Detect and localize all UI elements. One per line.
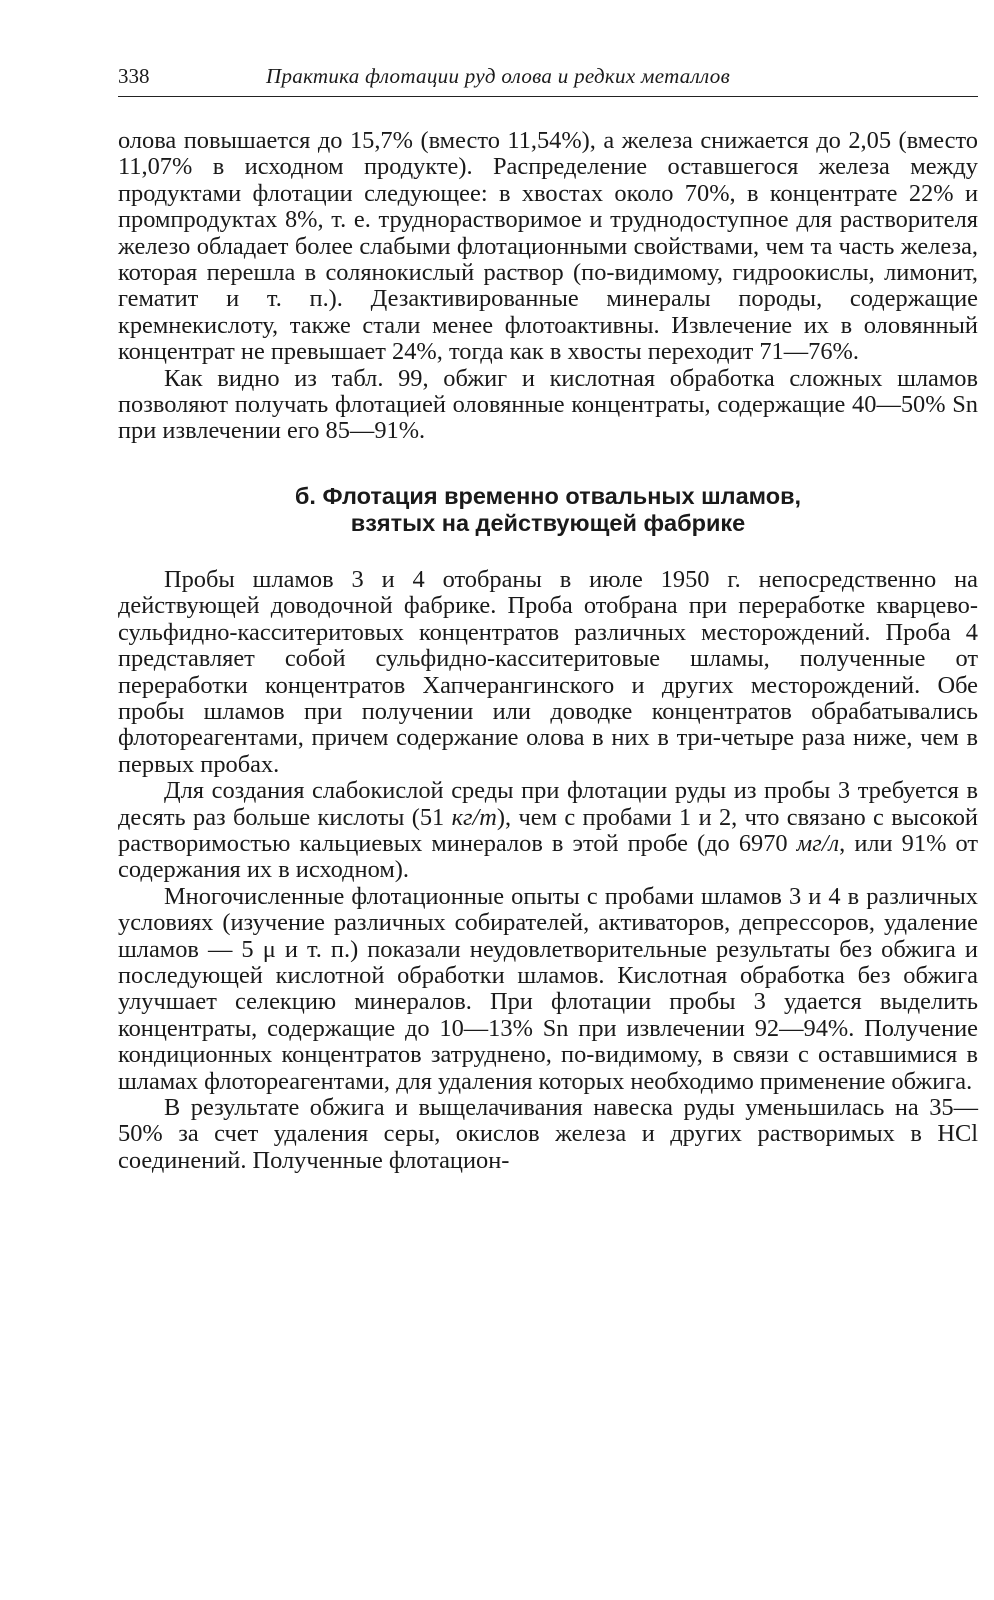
page-header — [118, 62, 978, 97]
unit-text: кг/т — [451, 803, 497, 831]
page-body — [118, 128, 978, 1174]
paragraph: В результате обжига и выщелачивания навеска руды уменьшилась на 35—50% за счет удаления серы, окислов железа и других растворимых в HCl соединений. Полученные флотацион- — [118, 1094, 978, 1174]
unit-text: мг/л — [796, 829, 840, 857]
section-heading-line: взятых на действующей фабрике — [350, 509, 746, 536]
text-run: Для создания слабокислой среды при флотации руды из пробы 3 требуется в десять раз больше кислоты (51 — [118, 777, 978, 831]
section-heading — [118, 483, 978, 537]
running-title: Практика флотации руд олова и редких металлов — [266, 64, 730, 88]
paragraph: Как видно из табл. 99, обжиг и кислотная обработка сложных шламов позволяют получать флотацией оловянные концентраты, содержащие 40—50% Sn при извлечении его 85—91%. — [118, 364, 978, 445]
page-number: 338 — [118, 64, 150, 88]
section-heading-line: б. Флотация временно отвальных шламов, — [294, 482, 802, 509]
paragraph: Многочисленные флотационные опыты с пробами шламов 3 и 4 в различных условиях (изучение различных собирателей, активаторов, депрессоров, удаление шламов — 5 μ и т. п.) показали неудовлетворительные результаты без обжига и последующей кислотной обработки шламов. Кислотная обработка без обжига улучшает селекцию минералов. При флотации пробы 3 удается выделить концентраты, содержащие до 10—13% Sn при извлечении 92—94%. Получение кондиционных концентратов затруднено, по-видимому, в связи с оставшимися в шламах флотореагентами, для удаления которых необходимо применение обжига. — [118, 882, 978, 1095]
paragraph — [118, 778, 978, 884]
paragraph: Пробы шламов 3 и 4 отобраны в июле 1950 г. непосредственно на действующей доводочной фабрике. Проба отобрана при переработке кварцево-сульфидно-касситеритовых концентратов различных месторождений. Проба 4 представляет собой сульфидно-касситеритовые шламы, полученные от переработки концентратов Хапчерангинского и других месторождений. Обе пробы шламов при получении или доводке концентратов обрабатывались флотореагентами, причем содержание олова в них в три-четыре раза ниже, чем в первых пробах. — [118, 565, 978, 778]
text-run: , или 91% от содержания их в исходном). — [118, 829, 978, 884]
paragraph: олова повышается до 15,7% (вместо 11,54%), а железа снижается до 2,05 (вместо 11,07% в исходном продукте). Распределение оставшегося железа между продуктами флотации следующее: в хвостах около 70%, в концентрате 22% и промпродуктах 8%, т. е. труднорастворимое и труднодоступное для растворителя железо обладает более слабыми флотационными свойствами, чем та часть железа, которая перешла в солянокислый раствор (по-видимому, гидроокислы, лимонит, гематит и т. п.). Дезактивированные минералы породы, содержащие кремнекислоту, также стали менее флотоактивны. Извлечение их в оловянный концентрат не превышает 24%, тогда как в хвосты переходит 71—76%. — [118, 127, 978, 366]
text-run: ), чем с пробами 1 и 2, что связано с высокой растворимостью кальциевых минералов в этой пробе (до 6970 — [118, 803, 978, 857]
